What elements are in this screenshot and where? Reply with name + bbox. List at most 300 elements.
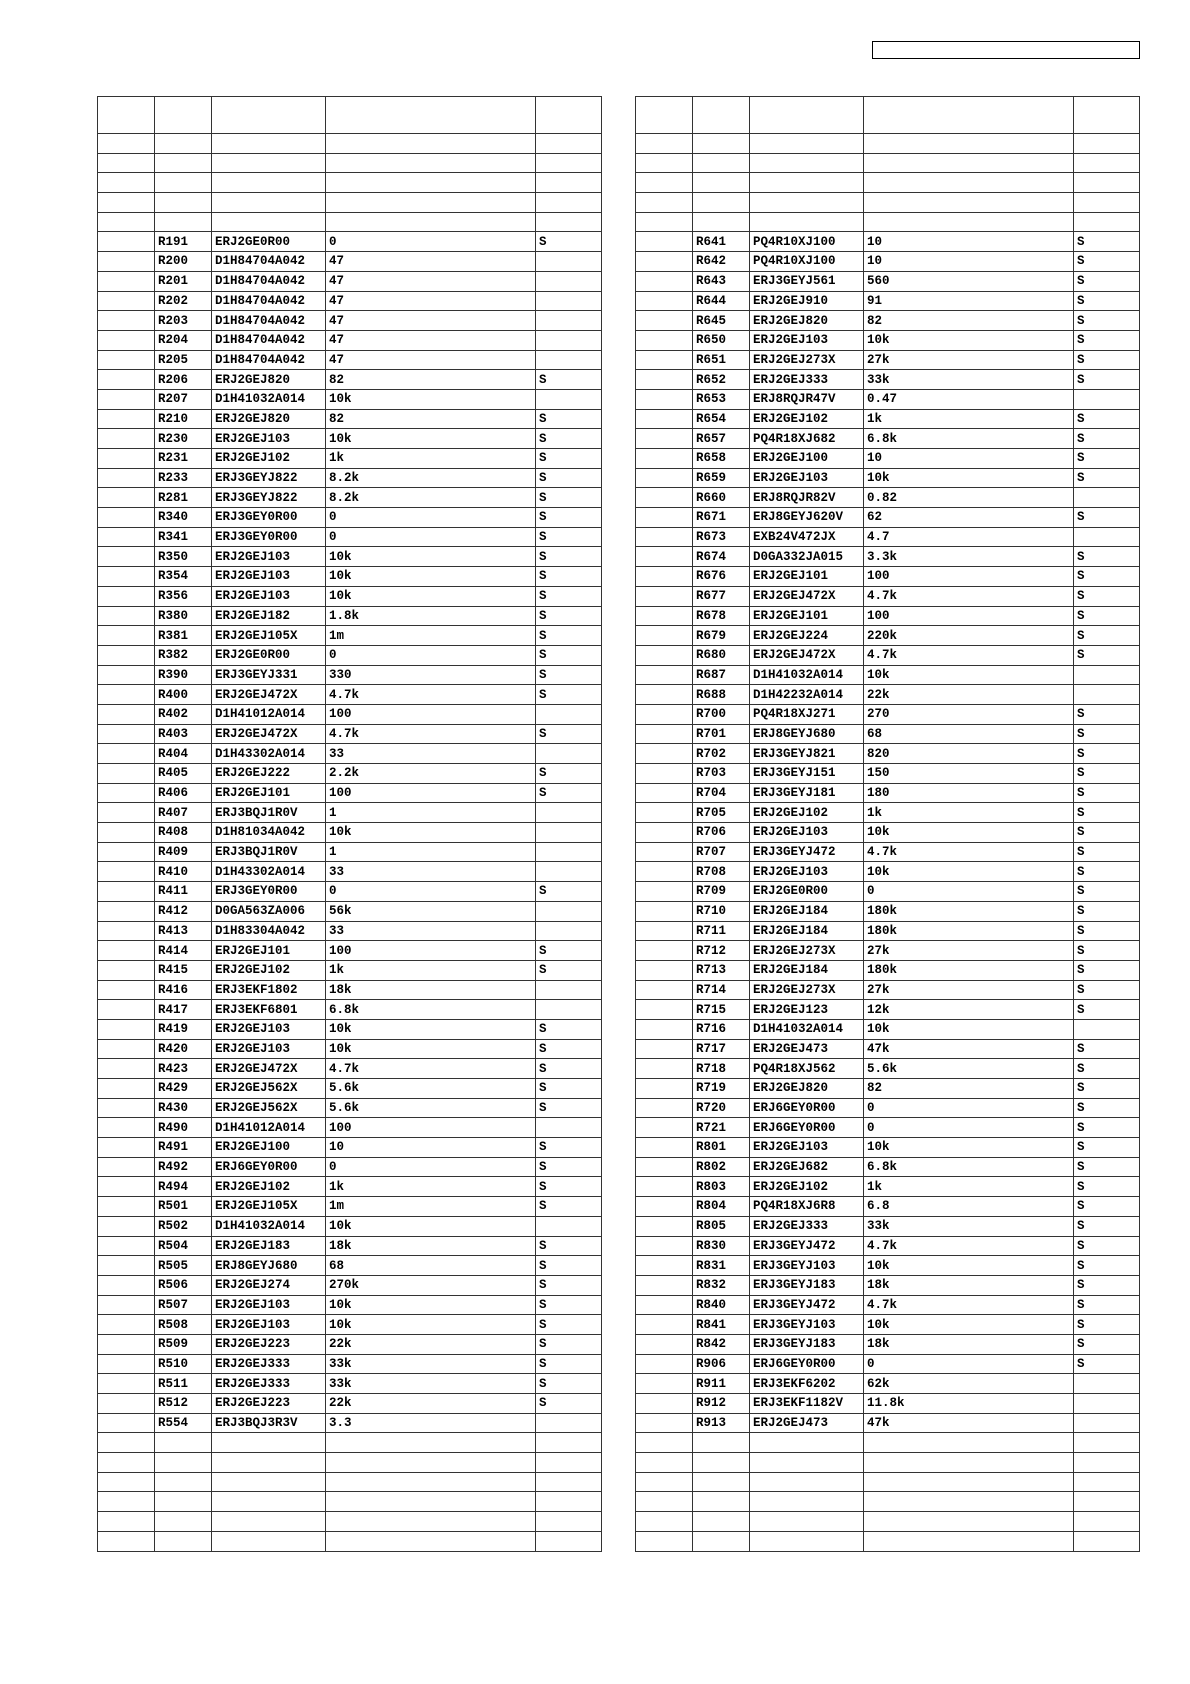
empty-cell bbox=[1074, 173, 1140, 193]
ref-no-cell: R411 bbox=[155, 882, 212, 902]
empty-cell bbox=[636, 960, 693, 980]
table-header-row bbox=[98, 97, 602, 134]
part-no-cell: D1H84704A042 bbox=[212, 350, 326, 370]
description-cell: 4.7k bbox=[864, 1236, 1074, 1256]
description-cell: 10k bbox=[864, 1019, 1074, 1039]
table-row bbox=[636, 901, 1140, 921]
table-row bbox=[98, 567, 602, 587]
description-cell: 33 bbox=[326, 744, 536, 764]
table-row bbox=[98, 1472, 602, 1492]
table-row bbox=[98, 1433, 602, 1453]
description-cell: 0 bbox=[326, 527, 536, 547]
ref-no-cell: R201 bbox=[155, 271, 212, 291]
ref-no-cell: R702 bbox=[693, 744, 750, 764]
ref-no-cell: R340 bbox=[155, 508, 212, 528]
empty-cell bbox=[864, 212, 1074, 232]
empty-cell bbox=[864, 1531, 1074, 1551]
description-cell: 100 bbox=[326, 783, 536, 803]
description-cell: 820 bbox=[864, 744, 1074, 764]
empty-cell bbox=[98, 1138, 155, 1158]
part-no-cell: ERJ2GEJ223 bbox=[212, 1394, 326, 1414]
safety-cell bbox=[536, 901, 602, 921]
table-row bbox=[636, 1256, 1140, 1276]
empty-cell bbox=[98, 941, 155, 961]
ref-no-cell: R403 bbox=[155, 724, 212, 744]
description-cell: 4.7k bbox=[864, 645, 1074, 665]
part-no-cell: ERJ8GEYJ680 bbox=[750, 724, 864, 744]
safety-cell: S bbox=[1074, 291, 1140, 311]
part-no-cell: ERJ3GEY0R00 bbox=[212, 508, 326, 528]
empty-cell bbox=[1074, 97, 1140, 134]
empty-cell bbox=[1074, 134, 1140, 154]
part-no-cell: ERJ2GEJ223 bbox=[212, 1334, 326, 1354]
table-row bbox=[636, 685, 1140, 705]
empty-cell bbox=[636, 1059, 693, 1079]
empty-cell bbox=[155, 193, 212, 213]
part-no-cell: ERJ3GEYJ472 bbox=[750, 1236, 864, 1256]
description-cell: 1k bbox=[326, 960, 536, 980]
safety-cell: S bbox=[1074, 1000, 1140, 1020]
empty-cell bbox=[98, 862, 155, 882]
table-row bbox=[636, 1531, 1140, 1551]
safety-cell: S bbox=[1074, 724, 1140, 744]
empty-cell bbox=[750, 193, 864, 213]
table-row bbox=[98, 1531, 602, 1551]
table-row bbox=[98, 1354, 602, 1374]
ref-no-cell: R230 bbox=[155, 429, 212, 449]
empty-cell bbox=[636, 1453, 693, 1473]
empty-cell bbox=[636, 97, 693, 134]
empty-cell bbox=[98, 1197, 155, 1217]
table-row bbox=[98, 1019, 602, 1039]
description-cell: 8.2k bbox=[326, 488, 536, 508]
empty-cell bbox=[98, 1118, 155, 1138]
description-cell: 47 bbox=[326, 330, 536, 350]
empty-cell bbox=[98, 389, 155, 409]
part-no-cell: ERJ2GE0R00 bbox=[750, 882, 864, 902]
empty-cell bbox=[636, 704, 693, 724]
part-no-cell: ERJ2GE0R00 bbox=[212, 645, 326, 665]
part-no-cell: ERJ3BQJ1R0V bbox=[212, 842, 326, 862]
part-no-cell: ERJ2GEJ682 bbox=[750, 1157, 864, 1177]
ref-no-cell: R203 bbox=[155, 311, 212, 331]
part-no-cell: ERJ3BQJ1R0V bbox=[212, 803, 326, 823]
empty-cell bbox=[98, 1315, 155, 1335]
description-cell: 62k bbox=[864, 1374, 1074, 1394]
table-row bbox=[98, 1512, 602, 1532]
empty-cell bbox=[98, 370, 155, 390]
safety-cell: S bbox=[1074, 783, 1140, 803]
empty-cell bbox=[636, 1472, 693, 1492]
description-cell: 10k bbox=[326, 567, 536, 587]
safety-cell: S bbox=[1074, 252, 1140, 272]
empty-cell bbox=[98, 960, 155, 980]
part-no-cell: ERJ2GEJ184 bbox=[750, 901, 864, 921]
empty-cell bbox=[636, 488, 693, 508]
part-no-cell: ERJ3GEYJ472 bbox=[750, 1295, 864, 1315]
part-no-cell: D1H41032A014 bbox=[212, 1216, 326, 1236]
ref-no-cell: R504 bbox=[155, 1236, 212, 1256]
ref-no-cell: R506 bbox=[155, 1275, 212, 1295]
ref-no-cell: R840 bbox=[693, 1295, 750, 1315]
ref-no-cell: R645 bbox=[693, 311, 750, 331]
table-row bbox=[636, 370, 1140, 390]
description-cell: 10k bbox=[326, 389, 536, 409]
part-no-cell: ERJ2GEJ820 bbox=[212, 409, 326, 429]
description-cell: 47 bbox=[326, 252, 536, 272]
ref-no-cell: R832 bbox=[693, 1275, 750, 1295]
table-row bbox=[636, 586, 1140, 606]
part-no-cell: ERJ2GEJ333 bbox=[750, 1216, 864, 1236]
safety-cell: S bbox=[1074, 567, 1140, 587]
description-cell: 1k bbox=[864, 803, 1074, 823]
description-cell: 68 bbox=[864, 724, 1074, 744]
table-row bbox=[636, 547, 1140, 567]
ref-no-cell: R381 bbox=[155, 626, 212, 646]
table-row bbox=[636, 1492, 1140, 1512]
safety-cell bbox=[1074, 685, 1140, 705]
part-no-cell: D1H84704A042 bbox=[212, 271, 326, 291]
part-no-cell: ERJ3GEYJ331 bbox=[212, 665, 326, 685]
description-cell: 27k bbox=[864, 980, 1074, 1000]
table-row bbox=[98, 921, 602, 941]
table-row bbox=[636, 842, 1140, 862]
table-row bbox=[636, 862, 1140, 882]
description-cell: 82 bbox=[864, 311, 1074, 331]
description-cell: 22k bbox=[864, 685, 1074, 705]
empty-cell bbox=[636, 1236, 693, 1256]
part-no-cell: PQ4R10XJ100 bbox=[750, 252, 864, 272]
ref-no-cell: R717 bbox=[693, 1039, 750, 1059]
empty-cell bbox=[98, 468, 155, 488]
part-no-cell: D1H83304A042 bbox=[212, 921, 326, 941]
safety-cell bbox=[1074, 488, 1140, 508]
part-no-cell: ERJ6GEY0R00 bbox=[750, 1098, 864, 1118]
part-no-cell: ERJ2GEJ103 bbox=[212, 586, 326, 606]
empty-cell bbox=[326, 1433, 536, 1453]
table-row bbox=[98, 960, 602, 980]
description-cell: 10 bbox=[864, 232, 1074, 252]
part-no-cell: ERJ2GEJ820 bbox=[750, 311, 864, 331]
table-row bbox=[636, 1334, 1140, 1354]
table-row bbox=[98, 389, 602, 409]
table-row bbox=[636, 212, 1140, 232]
empty-cell bbox=[326, 1472, 536, 1492]
ref-no-cell: R380 bbox=[155, 606, 212, 626]
safety-cell: S bbox=[536, 468, 602, 488]
table-row bbox=[636, 921, 1140, 941]
safety-cell: S bbox=[536, 685, 602, 705]
empty-cell bbox=[98, 1374, 155, 1394]
table-row bbox=[98, 645, 602, 665]
description-cell: 10k bbox=[864, 823, 1074, 843]
empty-cell bbox=[636, 508, 693, 528]
safety-cell: S bbox=[1074, 1079, 1140, 1099]
empty-cell bbox=[98, 97, 155, 134]
ref-no-cell: R643 bbox=[693, 271, 750, 291]
safety-cell: S bbox=[536, 1275, 602, 1295]
safety-cell bbox=[536, 330, 602, 350]
table-row bbox=[98, 252, 602, 272]
description-cell: 10k bbox=[326, 1039, 536, 1059]
empty-cell bbox=[636, 1197, 693, 1217]
ref-no-cell: R491 bbox=[155, 1138, 212, 1158]
empty-cell bbox=[636, 882, 693, 902]
ref-no-cell: R507 bbox=[155, 1295, 212, 1315]
ref-no-cell: R677 bbox=[693, 586, 750, 606]
ref-no-cell: R659 bbox=[693, 468, 750, 488]
table-row bbox=[636, 783, 1140, 803]
empty-cell bbox=[98, 134, 155, 154]
ref-no-cell: R688 bbox=[693, 685, 750, 705]
ref-no-cell: R706 bbox=[693, 823, 750, 843]
ref-no-cell: R680 bbox=[693, 645, 750, 665]
safety-cell bbox=[1074, 527, 1140, 547]
part-no-cell: ERJ2GEJ562X bbox=[212, 1079, 326, 1099]
safety-cell: S bbox=[536, 429, 602, 449]
ref-no-cell: R658 bbox=[693, 449, 750, 469]
empty-cell bbox=[636, 1039, 693, 1059]
ref-no-cell: R207 bbox=[155, 389, 212, 409]
part-no-cell: ERJ8RQJR82V bbox=[750, 488, 864, 508]
safety-cell: S bbox=[536, 527, 602, 547]
empty-cell bbox=[98, 1000, 155, 1020]
empty-cell bbox=[98, 980, 155, 1000]
table-row bbox=[98, 193, 602, 213]
safety-cell: S bbox=[1074, 409, 1140, 429]
ref-no-cell: R714 bbox=[693, 980, 750, 1000]
table-row bbox=[636, 724, 1140, 744]
safety-cell: S bbox=[1074, 842, 1140, 862]
empty-cell bbox=[636, 1492, 693, 1512]
empty-cell bbox=[636, 1019, 693, 1039]
empty-cell bbox=[636, 586, 693, 606]
ref-no-cell: R490 bbox=[155, 1118, 212, 1138]
safety-cell: S bbox=[536, 547, 602, 567]
table-row bbox=[636, 389, 1140, 409]
safety-cell: S bbox=[1074, 1177, 1140, 1197]
empty-cell bbox=[98, 350, 155, 370]
ref-no-cell: R191 bbox=[155, 232, 212, 252]
ref-no-cell: R678 bbox=[693, 606, 750, 626]
table-row bbox=[98, 626, 602, 646]
safety-cell: S bbox=[1074, 1216, 1140, 1236]
empty-cell bbox=[693, 134, 750, 154]
empty-cell bbox=[212, 173, 326, 193]
table-row bbox=[98, 134, 602, 154]
safety-cell: S bbox=[1074, 1157, 1140, 1177]
empty-cell bbox=[98, 1394, 155, 1414]
description-cell: 10k bbox=[326, 1019, 536, 1039]
description-cell: 100 bbox=[326, 1118, 536, 1138]
empty-cell bbox=[98, 1079, 155, 1099]
empty-cell bbox=[693, 1472, 750, 1492]
description-cell: 33k bbox=[864, 1216, 1074, 1236]
table-header-row bbox=[636, 97, 1140, 134]
description-cell: 1m bbox=[326, 1197, 536, 1217]
empty-cell bbox=[98, 232, 155, 252]
empty-cell bbox=[636, 311, 693, 331]
empty-cell bbox=[864, 153, 1074, 173]
empty-cell bbox=[98, 547, 155, 567]
part-no-cell: ERJ2GEJ103 bbox=[750, 330, 864, 350]
safety-cell: S bbox=[536, 606, 602, 626]
empty-cell bbox=[155, 1531, 212, 1551]
empty-cell bbox=[636, 291, 693, 311]
table-row bbox=[98, 1334, 602, 1354]
safety-cell: S bbox=[1074, 1354, 1140, 1374]
empty-cell bbox=[750, 153, 864, 173]
empty-cell bbox=[536, 1492, 602, 1512]
empty-cell bbox=[636, 764, 693, 784]
part-no-cell: ERJ2GEJ274 bbox=[212, 1275, 326, 1295]
empty-cell bbox=[1074, 193, 1140, 213]
table-row bbox=[636, 1275, 1140, 1295]
description-cell: 68 bbox=[326, 1256, 536, 1276]
empty-cell bbox=[1074, 1512, 1140, 1532]
empty-cell bbox=[98, 685, 155, 705]
description-cell: 11.8k bbox=[864, 1394, 1074, 1414]
safety-cell: S bbox=[536, 783, 602, 803]
empty-cell bbox=[98, 291, 155, 311]
empty-cell bbox=[636, 1315, 693, 1335]
safety-cell: S bbox=[536, 1236, 602, 1256]
table-row bbox=[636, 488, 1140, 508]
empty-cell bbox=[636, 212, 693, 232]
table-row bbox=[98, 980, 602, 1000]
part-no-cell: ERJ6GEY0R00 bbox=[212, 1157, 326, 1177]
empty-cell bbox=[864, 1492, 1074, 1512]
part-no-cell: D1H41032A014 bbox=[750, 665, 864, 685]
empty-cell bbox=[98, 1216, 155, 1236]
safety-cell bbox=[1074, 1019, 1140, 1039]
part-no-cell: ERJ2GEJ102 bbox=[212, 1177, 326, 1197]
empty-cell bbox=[636, 232, 693, 252]
ref-no-cell: R704 bbox=[693, 783, 750, 803]
table-row bbox=[98, 291, 602, 311]
empty-cell bbox=[326, 1531, 536, 1551]
safety-cell: S bbox=[536, 370, 602, 390]
empty-cell bbox=[98, 1433, 155, 1453]
safety-cell bbox=[536, 704, 602, 724]
part-no-cell: PQ4R18XJ562 bbox=[750, 1059, 864, 1079]
empty-cell bbox=[636, 252, 693, 272]
safety-cell: S bbox=[536, 586, 602, 606]
part-no-cell: D1H43302A014 bbox=[212, 744, 326, 764]
part-no-cell: D1H41032A014 bbox=[750, 1019, 864, 1039]
table-row bbox=[98, 803, 602, 823]
description-cell: 47 bbox=[326, 350, 536, 370]
description-cell: 5.6k bbox=[326, 1079, 536, 1099]
description-cell: 18k bbox=[326, 1236, 536, 1256]
empty-cell bbox=[155, 134, 212, 154]
part-no-cell: ERJ3BQJ3R3V bbox=[212, 1413, 326, 1433]
table-row bbox=[98, 1039, 602, 1059]
part-no-cell: ERJ2GEJ103 bbox=[750, 823, 864, 843]
part-no-cell: ERJ2GEJ333 bbox=[750, 370, 864, 390]
empty-cell bbox=[98, 901, 155, 921]
safety-cell: S bbox=[536, 1138, 602, 1158]
empty-cell bbox=[750, 212, 864, 232]
part-no-cell: ERJ2GE0R00 bbox=[212, 232, 326, 252]
ref-no-cell: R830 bbox=[693, 1236, 750, 1256]
safety-cell: S bbox=[536, 941, 602, 961]
description-cell: 10k bbox=[326, 586, 536, 606]
safety-cell: S bbox=[1074, 1236, 1140, 1256]
safety-cell: S bbox=[1074, 803, 1140, 823]
empty-cell bbox=[636, 134, 693, 154]
description-cell: 100 bbox=[326, 941, 536, 961]
safety-cell: S bbox=[1074, 960, 1140, 980]
ref-no-cell: R508 bbox=[155, 1315, 212, 1335]
empty-cell bbox=[864, 193, 1074, 213]
ref-no-cell: R718 bbox=[693, 1059, 750, 1079]
description-cell: 47 bbox=[326, 271, 536, 291]
ref-no-cell: R708 bbox=[693, 862, 750, 882]
empty-cell bbox=[98, 527, 155, 547]
empty-cell bbox=[750, 1531, 864, 1551]
empty-cell bbox=[98, 449, 155, 469]
empty-cell bbox=[693, 1512, 750, 1532]
safety-cell: S bbox=[1074, 468, 1140, 488]
description-cell: 0 bbox=[864, 882, 1074, 902]
safety-cell: S bbox=[536, 1059, 602, 1079]
safety-cell bbox=[1074, 1394, 1140, 1414]
part-no-cell: ERJ2GEJ182 bbox=[212, 606, 326, 626]
table-row bbox=[636, 665, 1140, 685]
empty-cell bbox=[326, 1492, 536, 1512]
empty-cell bbox=[636, 1531, 693, 1551]
ref-no-cell: R554 bbox=[155, 1413, 212, 1433]
empty-cell bbox=[864, 134, 1074, 154]
safety-cell: S bbox=[536, 1295, 602, 1315]
part-no-cell: ERJ2GEJ820 bbox=[750, 1079, 864, 1099]
safety-cell: S bbox=[1074, 941, 1140, 961]
empty-cell bbox=[636, 1098, 693, 1118]
description-cell: 0 bbox=[326, 1157, 536, 1177]
table-row bbox=[98, 1275, 602, 1295]
description-cell: 27k bbox=[864, 350, 1074, 370]
empty-cell bbox=[636, 744, 693, 764]
description-cell: 10k bbox=[326, 823, 536, 843]
empty-cell bbox=[636, 1295, 693, 1315]
description-cell: 47k bbox=[864, 1039, 1074, 1059]
part-no-cell: D1H81034A042 bbox=[212, 823, 326, 843]
ref-no-cell: R390 bbox=[155, 665, 212, 685]
table-row bbox=[98, 1197, 602, 1217]
part-no-cell: ERJ8GEYJ680 bbox=[212, 1256, 326, 1276]
safety-cell bbox=[536, 980, 602, 1000]
part-no-cell: ERJ2GEJ184 bbox=[750, 960, 864, 980]
part-no-cell: ERJ2GEJ562X bbox=[212, 1098, 326, 1118]
safety-cell: S bbox=[536, 409, 602, 429]
ref-no-cell: R657 bbox=[693, 429, 750, 449]
table-row bbox=[636, 153, 1140, 173]
safety-cell: S bbox=[1074, 508, 1140, 528]
empty-cell bbox=[636, 350, 693, 370]
safety-cell: S bbox=[536, 508, 602, 528]
empty-cell bbox=[636, 271, 693, 291]
safety-cell: S bbox=[1074, 626, 1140, 646]
safety-cell bbox=[536, 1216, 602, 1236]
description-cell: 220k bbox=[864, 626, 1074, 646]
empty-cell bbox=[636, 901, 693, 921]
empty-cell bbox=[536, 1433, 602, 1453]
part-no-cell: ERJ2GEJ910 bbox=[750, 291, 864, 311]
safety-cell bbox=[536, 1000, 602, 1020]
ref-no-cell: R653 bbox=[693, 389, 750, 409]
table-row bbox=[98, 665, 602, 685]
